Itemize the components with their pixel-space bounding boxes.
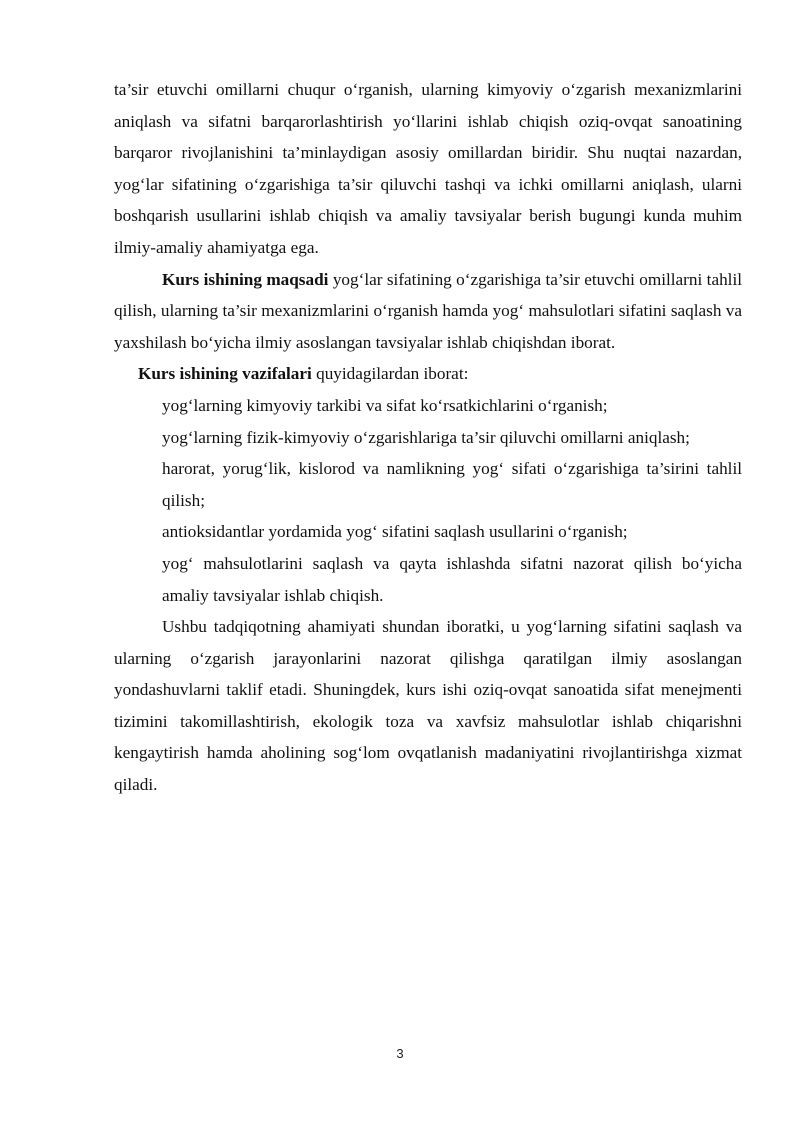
list-item: yog‘ mahsulotlarini saqlash va qayta ishlashda sifatni nazorat qilish bo‘yicha amaliy tavsiyalar ishlab chiqish. [162,553,742,605]
tasks-intro-text: quyidagilardan iborat: [311,364,469,384]
intro-paragraph: ta’sir etuvchi omillarni chuqur o‘rganish, ularning kimyoviy o‘zgarish mexanizmlarini aniqlash va sifatni barqarorlashtirish yo‘llarini ishlab chiqish oziq-ovqat sanoatining barqaror rivojlanishini ta’minlaydigan asosiy omillardan biridir. Shu nuqtai nazardan, yog‘lar sifatining o‘zgarishiga ta’sir qiluvchi tashqi va ichki omillarni aniqlash, ularni boshqarish usullarini ishlab chiqish va amaliy tavsiyalar berish bugungi kunda muhim ilmiy-amaliy ahamiyatga ega. [114,80,742,257]
tasks-list [114,390,742,611]
list-item: antioksidantlar yordamida yog‘ sifatini saqlash usullarini o‘rganish; [162,522,628,542]
list-item: harorat, yorug‘lik, kislorod va namlikning yog‘ sifati o‘zgarishiga ta’sirini tahlil qilish; [162,459,742,510]
list-item: yog‘larning fizik-kimyoviy o‘zgarishlariga ta’sir qiluvchi omillarni aniqlash; [162,427,690,447]
goal-heading: Kurs ishining maqsadi [162,269,329,289]
significance-paragraph: Ushbu tadqiqotning ahamiyati shundan iboratki, u yog‘larning sifatini saqlash va ularning o‘zgarish jarayonlarini nazorat qilishga qaratilgan ilmiy asoslangan yondashuvlarni taklif etadi. Shuningdek, kurs ishi oziq-ovqat sanoatida sifat menejmenti tizimini takomillashtirish, ekologik toza va xavfsiz mahsulotlar ishlab chiqarishni kengaytirish hamda aholining sog‘lom ovqatlanish madaniyatini rivojlantirishga xizmat qiladi. [114,617,742,795]
tasks-paragraph [114,358,742,390]
list-item: yog‘larning kimyoviy tarkibi va sifat ko‘rsatkichlarini o‘rganish; [162,395,608,415]
page-number: 3 [396,1046,404,1061]
document-body [114,74,742,801]
tasks-heading: Kurs ishining vazifalari [138,364,312,384]
goal-text: yog‘lar sifatining o‘zgarishiga ta’sir etuvchi omillarni tahlil qilish, ularning ta’sir mexanizmlarini o‘rganish hamda yog‘ mahsulotlari sifatini saqlash va yaxshilash bo‘yicha ilmiy asoslangan tavsiyalar ishlab chiqishdan iborat. [114,269,742,352]
goal-paragraph [114,264,742,359]
